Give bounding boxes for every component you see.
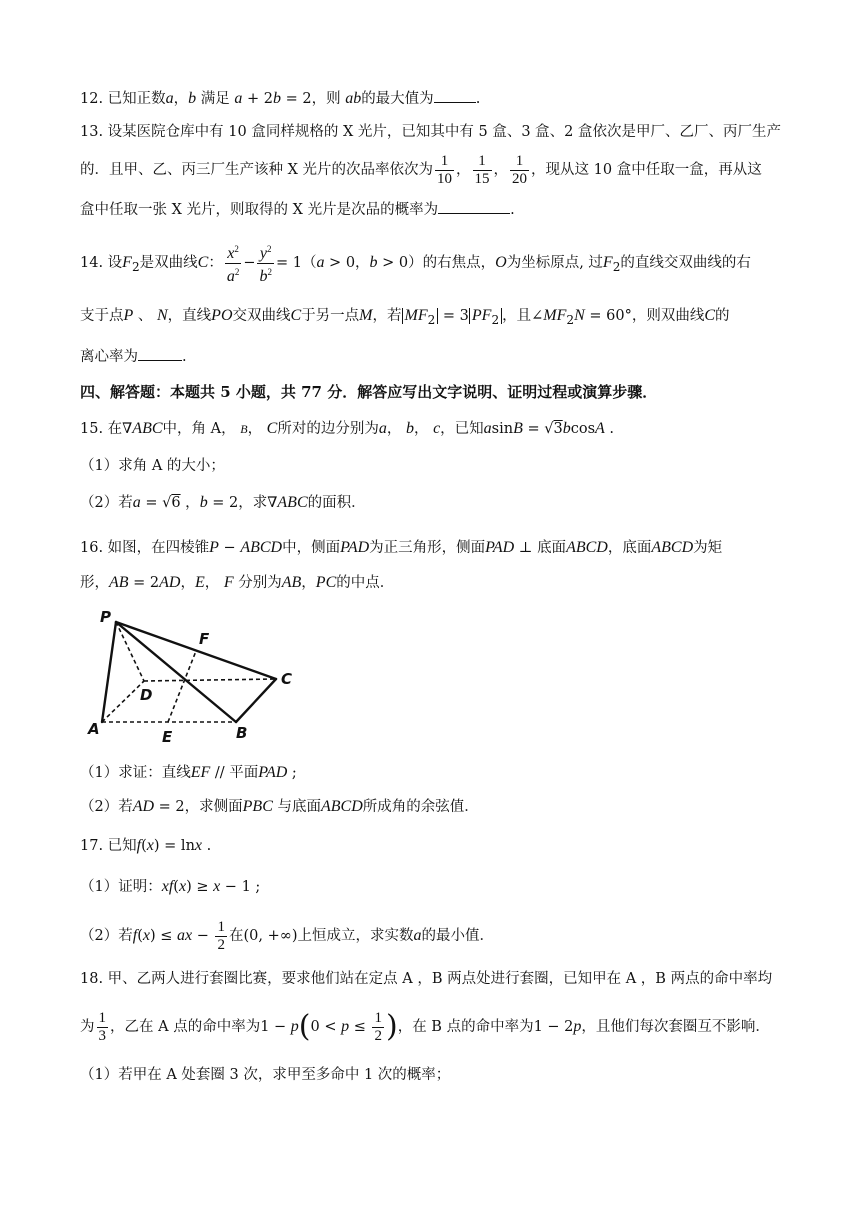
edge-PC — [116, 622, 276, 679]
question-17-part-2: （2）若f(x) ≤ ax − $\frac{1}{2}$ 在(0, +∞)上恒成立，求实数a的最小值． — [80, 918, 494, 953]
label-A: A — [88, 720, 100, 738]
label-B: B — [236, 724, 248, 742]
question-16-line-1: 16. 如图，在四棱锥P − ABCD中，侧面PAD为正三角形，侧面PAD ⊥ 底面ABCD，底面ABCD为矩 — [80, 539, 723, 556]
question-12: 12. 已知正数a，b 满足 a + 2b = 2，则 ab的最大值为 . — [80, 90, 481, 107]
question-17: 17. 已知f(x) = lnx . — [80, 837, 212, 854]
edge-PB — [116, 622, 236, 722]
question-13-line-2: 的．且甲、乙、丙三厂生产该种 X 光片的次品率依次为 $\frac{1}{10}$ ， $\frac{1}{15}$ ， $\frac{1}{20}$ ，现从这 10 盒中任取一盒，再从这 — [80, 152, 762, 187]
answer-blank — [138, 346, 182, 361]
question-14-line-1: 14. 设$F_2$是双曲线C： $\frac{x^2}{a^2}$ − $\frac{y^2}{b^2}$ = 1（a > 0，b > 0）的右焦点，O为坐标原点, 过$F_2$的直线交双曲线的右 — [80, 240, 790, 286]
question-16-line-2: 形，AB = 2AD，E， F 分别为AB，PC的中点． — [80, 574, 395, 591]
question-17-part-1: （1）证明：xf(x) ≥ x − 1 ; — [80, 878, 261, 895]
fraction-x2-a2: $\frac{x^2}{a^2}$ — [225, 241, 242, 286]
question-18-line-1: 18. 甲、乙两人进行套圈比赛，要求他们站在定点 A ，B 两点处进行套圈，已知甲在 A ，B 两点的命中率均 — [80, 971, 773, 987]
fraction-1-15: $\frac{1}{15}$ — [474, 152, 490, 187]
question-15: 15. 在∇ABC中，角 A， B， C所对的边分别为a， b， c，已知asinB = √3bcosA . — [80, 420, 615, 437]
pyramid-figure — [86, 606, 306, 746]
edge-BC — [236, 679, 276, 722]
label-D: D — [140, 686, 153, 704]
question-13-line-3: 盒中任取一张 X 光片，则取得的 X 光片是次品的概率为 . — [80, 199, 790, 221]
answer-blank — [434, 88, 476, 103]
edge-AD-hidden — [102, 681, 144, 722]
fraction-y2-b2: $\frac{y^2}{b^2}$ — [257, 241, 274, 286]
question-15-part-1: （1）求角 A 的大小； — [80, 458, 225, 474]
question-14-line-3: 离心率为 . — [80, 346, 790, 368]
question-15-part-2: （2）若a = √6 ，b = 2，求∇ABC的面积． — [80, 494, 366, 511]
question-18-part-1: （1）若甲在 A 处套圈 3 次，求甲至多命中 1 次的概率； — [80, 1067, 451, 1083]
label-F: F — [199, 630, 210, 648]
fraction-1-10: $\frac{1}{10}$ — [437, 152, 453, 187]
fraction-1-2: $\frac{1}{2}$ — [217, 918, 225, 953]
fraction-1-3: $\frac{1}{3}$ — [98, 1009, 106, 1044]
label-P: P — [100, 608, 111, 626]
label-E: E — [162, 728, 173, 746]
question-14-line-2: 支于点P 、 N，直线PO交双曲线C于另一点M，若 $MF_2 = 3$ $PF_2$ ，且$\angle MF_2N = 60^\circ$，则双曲线C的 — [80, 307, 730, 327]
label-C: C — [281, 670, 293, 688]
question-18-line-2: 为 $\frac{1}{3}$ ，乙在 A 点的命中率为1 − p(0 < p ≤ $\frac{1}{2}$ )，在 B 点的命中率为1 − 2p，且他们每次套圈互不影响． — [80, 1009, 770, 1044]
fraction-1-20: $\frac{1}{20}$ — [512, 152, 528, 187]
question-16-part-2: （2）若AD = 2，求侧面PBC 与底面ABCD所成角的余弦值． — [80, 798, 479, 815]
question-13-line-1: 13. 设某医院仓库中有 10 盒同样规格的 X 光片，已知其中有 5 盒、3 盒、2 盒依次是甲厂、乙厂、丙厂生产 — [80, 124, 781, 140]
section-4-heading: 四、解答题：本题共 5 小题，共 77 分．解答应写出文字说明、证明过程或演算步骤． — [80, 383, 658, 401]
fraction-1-2-b: $\frac{1}{2}$ — [374, 1009, 382, 1044]
edge-DC-hidden — [144, 679, 276, 681]
answer-blank — [438, 199, 510, 214]
edge-PA — [102, 622, 116, 722]
question-16-part-1: （1）求证：直线EF // 平面PAD ; — [80, 764, 297, 781]
